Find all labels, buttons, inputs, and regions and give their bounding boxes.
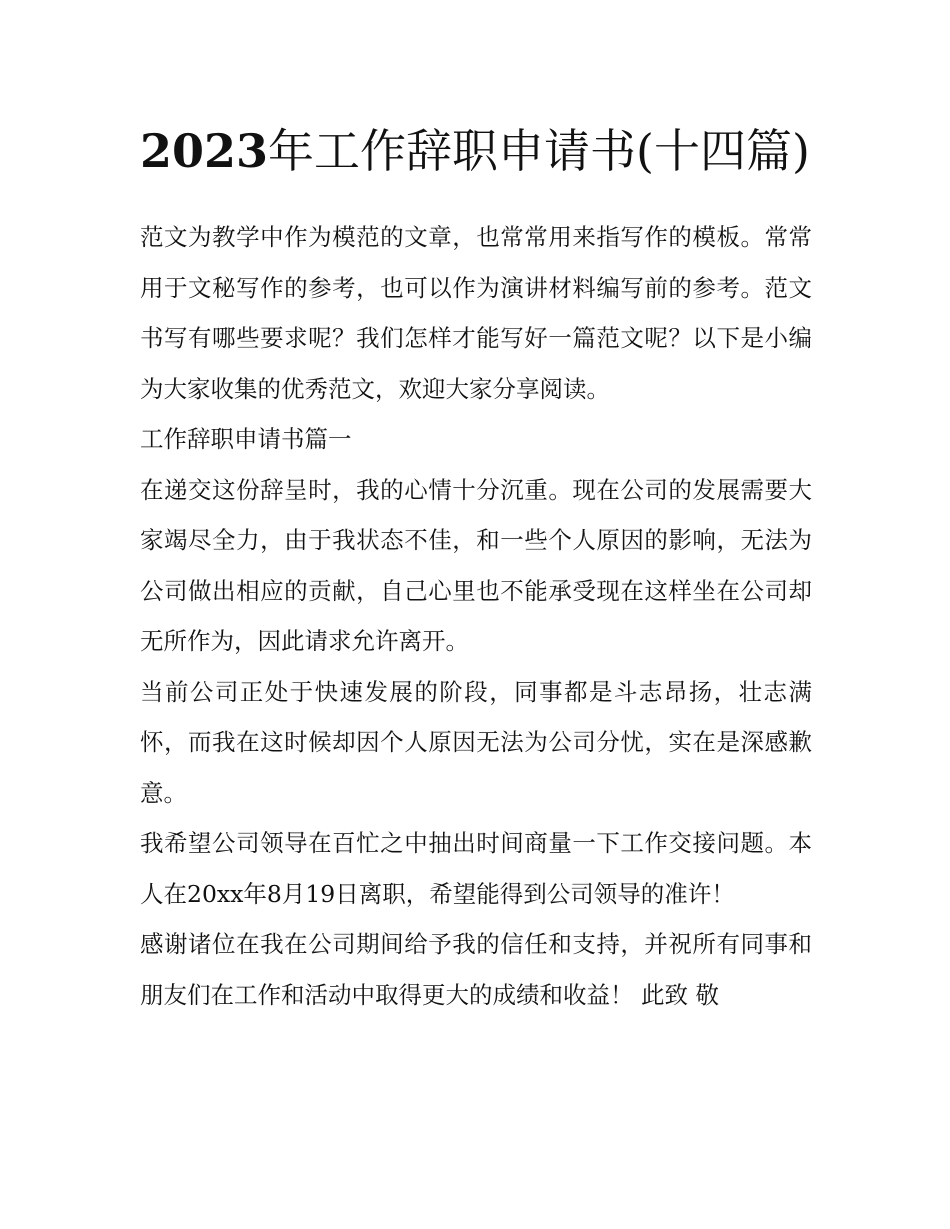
title-text: 年工作辞职申请书(十四篇) [268,124,810,178]
page-title [140,112,812,190]
body-paragraph: 我希望公司领导在百忙之中抽出时间商量一下工作交接问题。本人在20xx年8月19日离职，希望能得到公司领导的准许！ [140,829,812,908]
title-year: 2023 [140,124,269,178]
section-heading: 工作辞职申请书篇一 [140,425,352,453]
body-paragraph: 在递交这份辞呈时，我的心情十分沉重。现在公司的发展需要大家竭尽全力，由于我状态不佳，和一些个人原因的影响，无法为公司做出相应的贡献，自己心里也不能承受现在这样坐在公司却无所作为，因此请求允许离开。 [140,475,812,655]
body-paragraph: 当前公司正处于快速发展的阶段，同事都是斗志昂扬，壮志满怀，而我在这时候却因个人原因无法为公司分忧，实在是深感歉意。 [140,677,812,807]
intro-paragraph: 范文为教学中作为模范的文章，也常常用来指写作的模板。常常用于文秘写作的参考，也可以作为演讲材料编写前的参考。范文书写有哪些要求呢？我们怎样才能写好一篇范文呢？以下是小编为大家收集的优秀范文，欢迎大家分享阅读。 [140,223,812,403]
closing-paragraph: 感谢诸位在我在公司期间给予我的信任和支持，并祝所有同事和朋友们在工作和活动中取得更大的成绩和收益！ 此致 敬 [140,930,812,1009]
document-body [140,112,812,1020]
